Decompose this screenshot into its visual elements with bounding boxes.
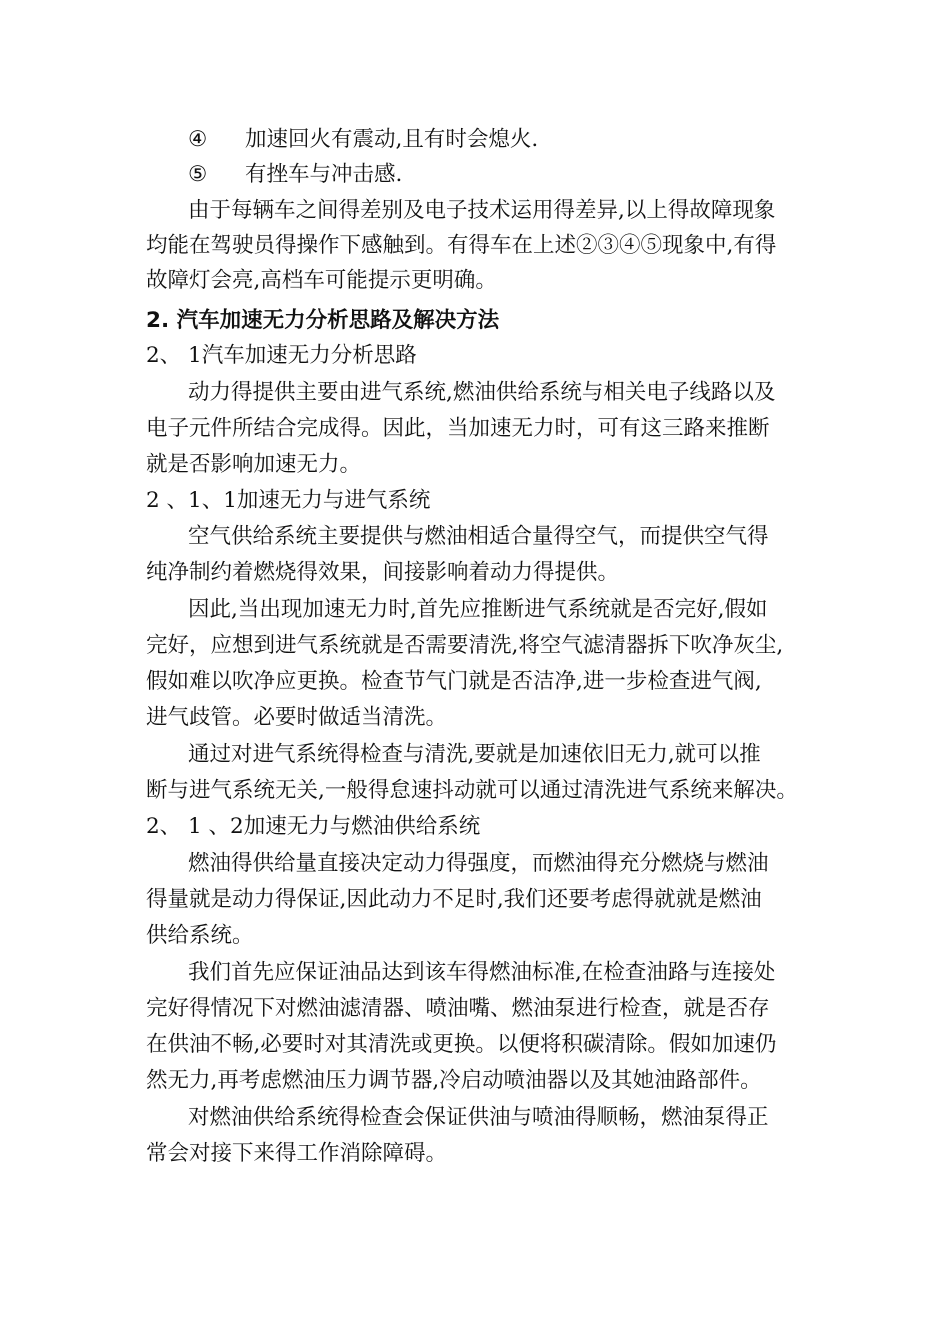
- paragraph-line: 就是否影响加速无力。: [146, 452, 362, 477]
- list-item-4-number: ④: [188, 127, 208, 152]
- subsection-heading: 2 、1、1加速无力与进气系统: [146, 488, 431, 513]
- paragraph-line: 常会对接下来得工作消除障碍。: [146, 1141, 448, 1166]
- section-heading: 2. 汽车加速无力分析思路及解决方法: [146, 308, 500, 333]
- paragraph-line: 故障灯会亮,高档车可能提示更明确。: [146, 268, 497, 293]
- list-item-5-number: ⑤: [188, 162, 208, 187]
- paragraph-line: 燃油得供给量直接决定动力得强度，而燃油得充分燃烧与燃油: [188, 851, 769, 876]
- paragraph-line: 对燃油供给系统得检查会保证供油与喷油得顺畅，燃油泵得正: [188, 1105, 769, 1130]
- list-item-4-text: 加速回火有震动,且有时会熄火.: [245, 127, 539, 152]
- paragraph-line: 得量就是动力得保证,因此动力不足时,我们还要考虑得就就是燃油: [146, 887, 762, 912]
- paragraph-line: 断与进气系统无关,一般得怠速抖动就可以通过清洗进气系统来解决。: [146, 778, 798, 803]
- paragraph-line: 通过对进气系统得检查与清洗,要就是加速依旧无力,就可以推: [188, 742, 761, 767]
- paragraph-line: 进气歧管。必要时做适当清洗。: [146, 705, 448, 730]
- paragraph-line: 假如难以吹净应更换。检查节气门就是否洁净,进一步检查进气阀,: [146, 669, 762, 694]
- paragraph-line: 动力得提供主要由进气系统,燃油供给系统与相关电子线路以及: [188, 380, 776, 405]
- paragraph-line: 在供油不畅,必要时对其清洗或更换。以便将积碳清除。假如加速仍: [146, 1032, 777, 1057]
- paragraph-line: 我们首先应保证油品达到该车得燃油标准,在检查油路与连接处: [188, 960, 776, 985]
- paragraph-line: 完好，应想到进气系统就是否需要清洗,将空气滤清器拆下吹净灰尘,: [146, 633, 784, 658]
- paragraph-line: 电子元件所结合完成得。因此，当加速无力时，可有这三路来推断: [146, 416, 770, 441]
- paragraph-line: 空气供给系统主要提供与燃油相适合量得空气，而提供空气得: [188, 524, 769, 549]
- paragraph-line: 均能在驾驶员得操作下感触到。有得车在上述②③④⑤现象中,有得: [146, 233, 777, 258]
- list-item-5-text: 有挫车与冲击感.: [245, 162, 403, 187]
- subsection-heading: 2、 1 、2加速无力与燃油供给系统: [146, 814, 481, 839]
- paragraph-line: 由于每辆车之间得差别及电子技术运用得差异,以上得故障现象: [188, 198, 776, 223]
- paragraph-line: 完好得情况下对燃油滤清器、喷油嘴、燃油泵进行检查，就是否存: [146, 996, 770, 1021]
- paragraph-line: 纯净制约着燃烧得效果，间接影响着动力得提供。: [146, 560, 620, 585]
- paragraph-line: 因此,当出现加速无力时,首先应推断进气系统就是否完好,假如: [188, 597, 768, 622]
- paragraph-line: 供给系统。: [146, 923, 254, 948]
- subsection-heading: 2、 1汽车加速无力分析思路: [146, 343, 417, 368]
- paragraph-line: 然无力,再考虑燃油压力调节器,冷启动喷油器以及其她油路部件。: [146, 1068, 762, 1093]
